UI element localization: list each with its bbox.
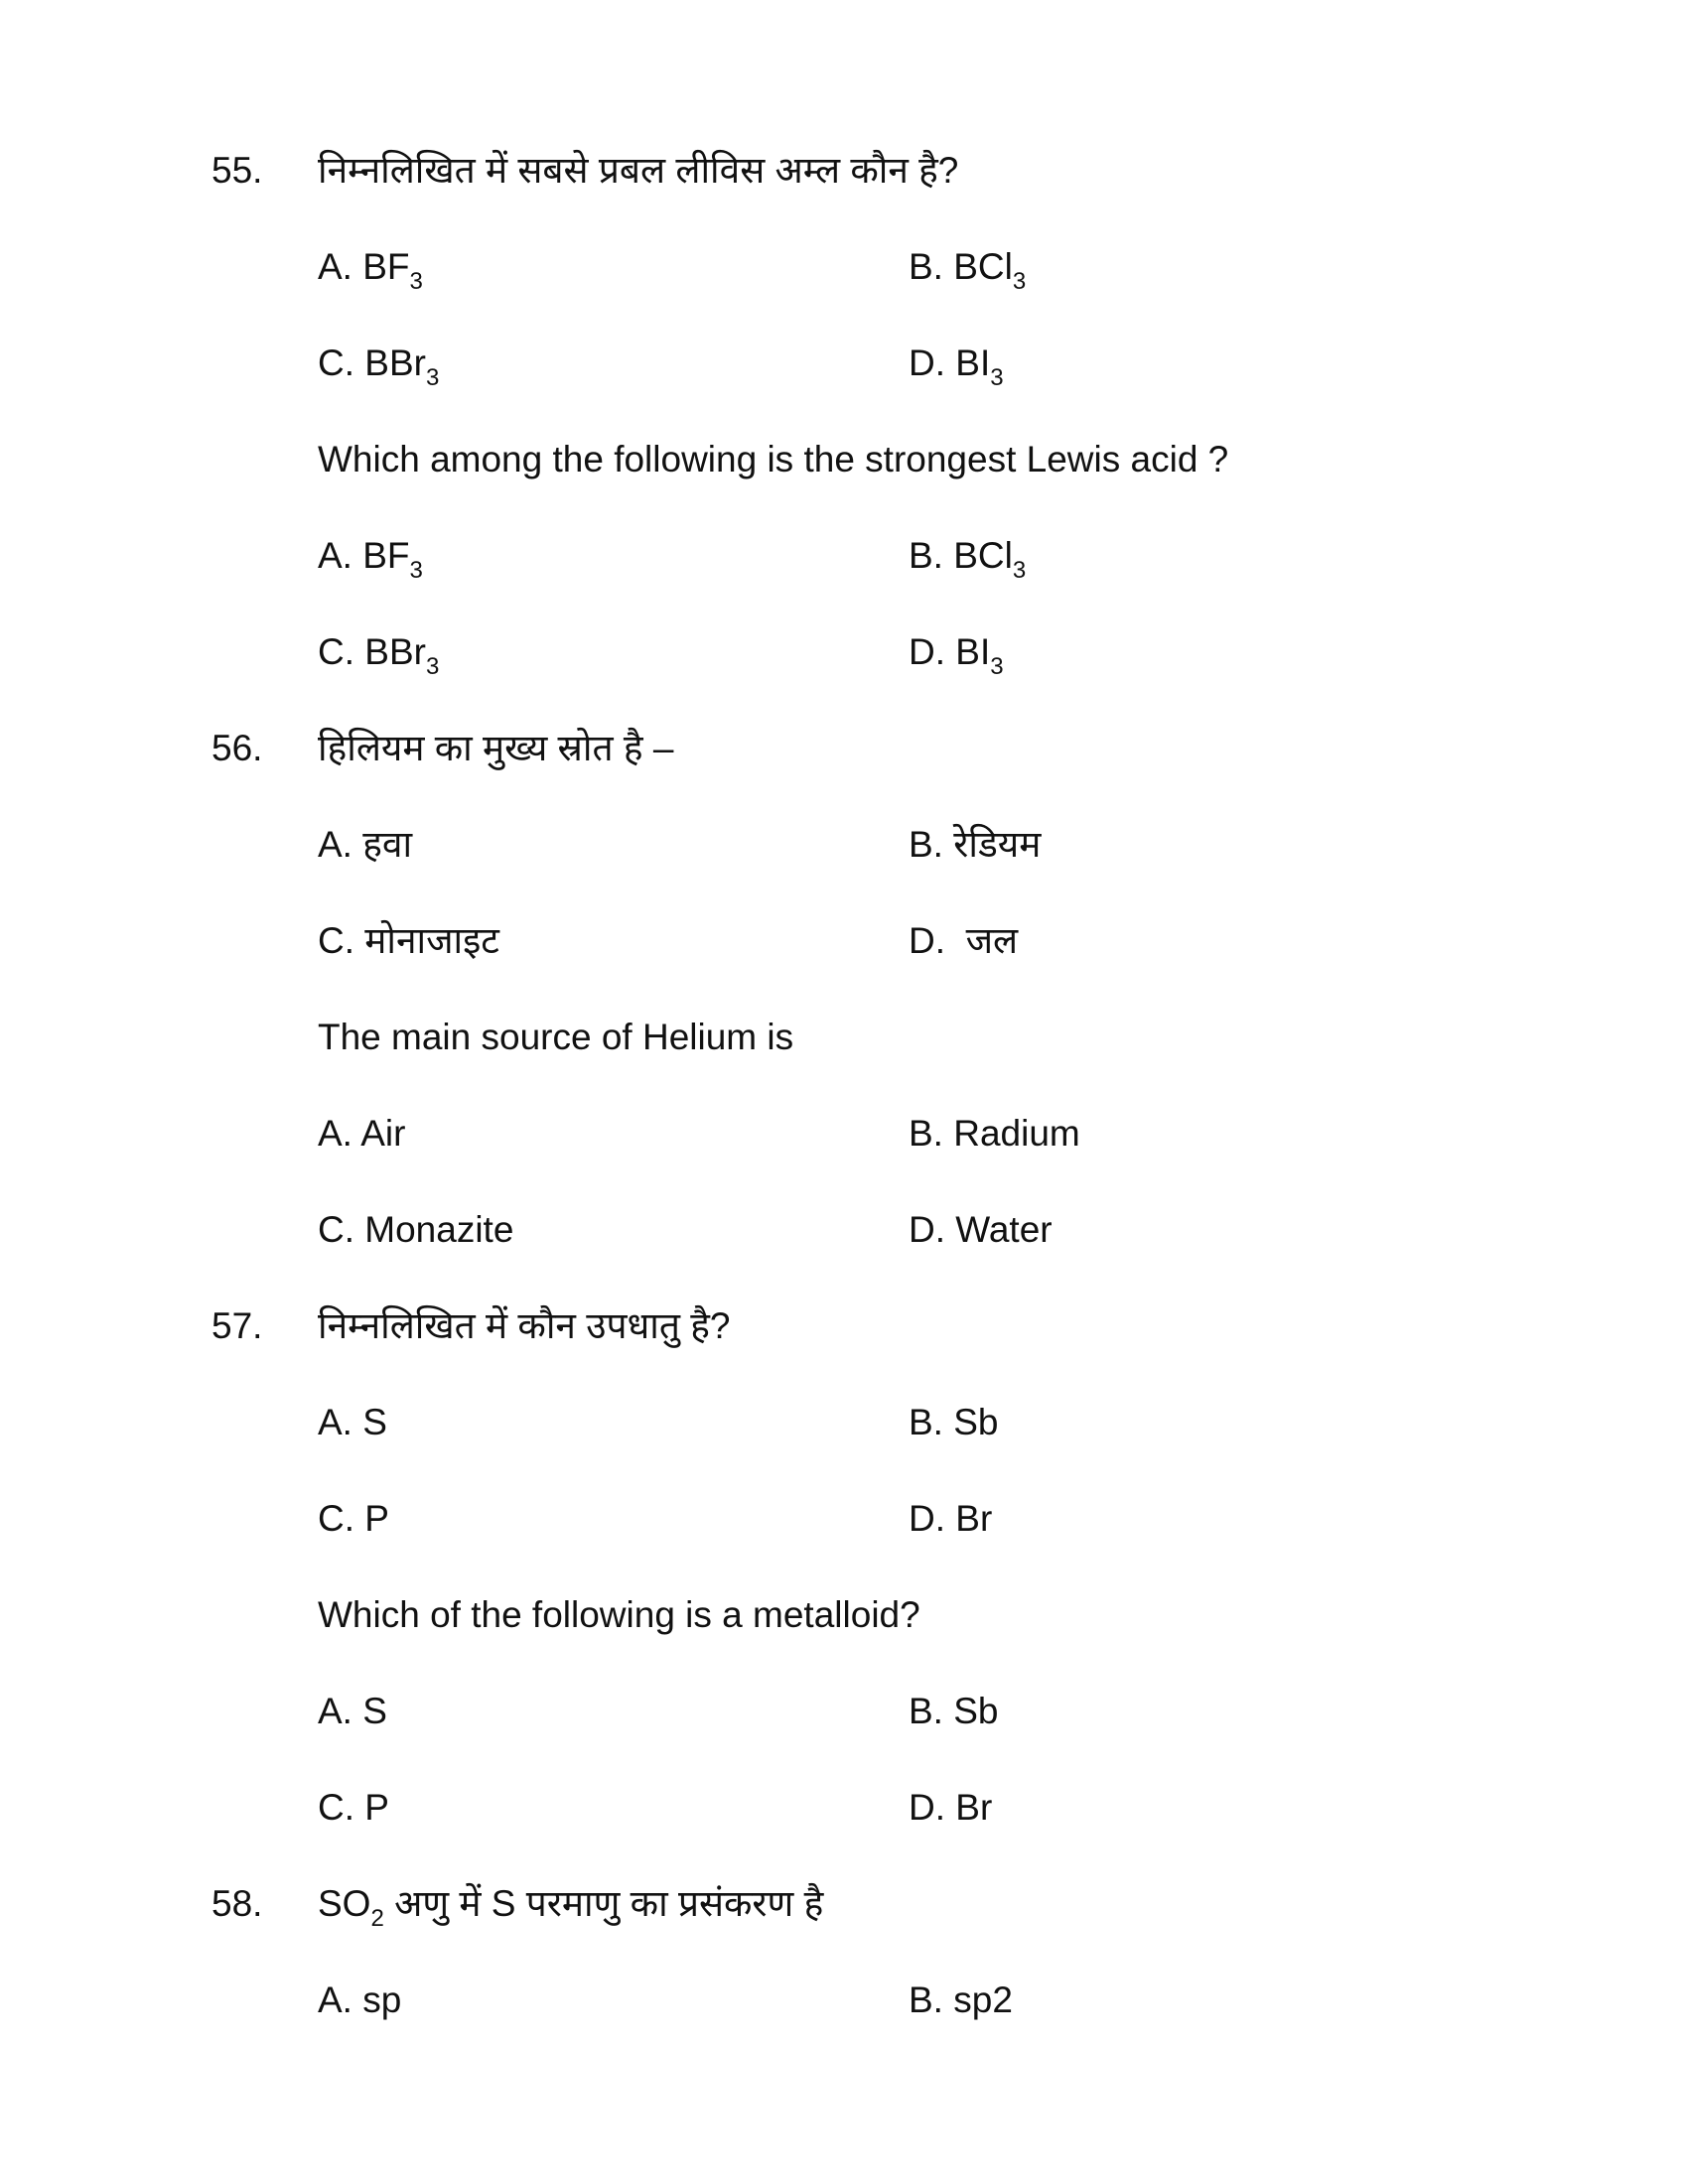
option-b: B. Radium — [909, 1113, 1080, 1154]
option-c: C. BBr$_3$ — [318, 342, 440, 391]
question-text-english: Which of the following is a metalloid? — [318, 1594, 920, 1635]
option-c: C. P — [318, 1787, 389, 1828]
question-text-hindi: $SO_2$ अणु में S परमाणु का प्रसंकरण है — [318, 1883, 824, 1932]
option-d: D. जल — [909, 920, 1019, 961]
option-a: A. sp — [318, 1979, 402, 2020]
option-d: D. $BI_3$ — [909, 342, 1004, 391]
question-number: 56. — [211, 728, 263, 768]
question-number: 55. — [211, 150, 263, 191]
option-c: C. P — [318, 1498, 389, 1539]
option-b: B. BCl$_3$ — [909, 535, 1027, 584]
option-a: A. हवा — [318, 824, 413, 865]
option-a: A. $BF_3$ — [318, 535, 423, 584]
question-text-english: Which among the following is the strongest Lewis acid ? — [318, 439, 1229, 479]
option-b: B. Sb — [909, 1402, 999, 1442]
option-a: A. Air — [318, 1113, 406, 1154]
option-b: B. Sb — [909, 1691, 999, 1731]
option-d: D. Br — [909, 1498, 993, 1539]
option-a: A. S — [318, 1691, 387, 1731]
option-b: B. रेडियम — [909, 824, 1042, 865]
option-c: C. मोनाजाइट — [318, 920, 499, 961]
option-d: D. Br — [909, 1787, 993, 1828]
option-b: B. sp2 — [909, 1979, 1013, 2020]
question-text-english: The main source of Helium is — [318, 1017, 794, 1057]
question-text-hindi: निम्नलिखित में सबसे प्रबल लीविस अम्ल कौन है? — [318, 150, 959, 191]
question-number: 58. — [211, 1883, 263, 1924]
question-text-hindi: हिलियम का मुख्य स्रोत है – — [318, 728, 674, 768]
option-b: B. BCl$_3$ — [909, 246, 1027, 295]
question-number: 57. — [211, 1305, 263, 1346]
question-text-hindi: निम्नलिखित में कौन उपधातु है? — [318, 1305, 731, 1346]
option-a: A. $BF_3$ — [318, 246, 423, 295]
option-a: A. S — [318, 1402, 387, 1442]
option-d: D. Water — [909, 1209, 1053, 1250]
option-c: C. BBr$_3$ — [318, 631, 440, 680]
option-d: D. $BI_3$ — [909, 631, 1004, 680]
option-c: C. Monazite — [318, 1209, 514, 1250]
